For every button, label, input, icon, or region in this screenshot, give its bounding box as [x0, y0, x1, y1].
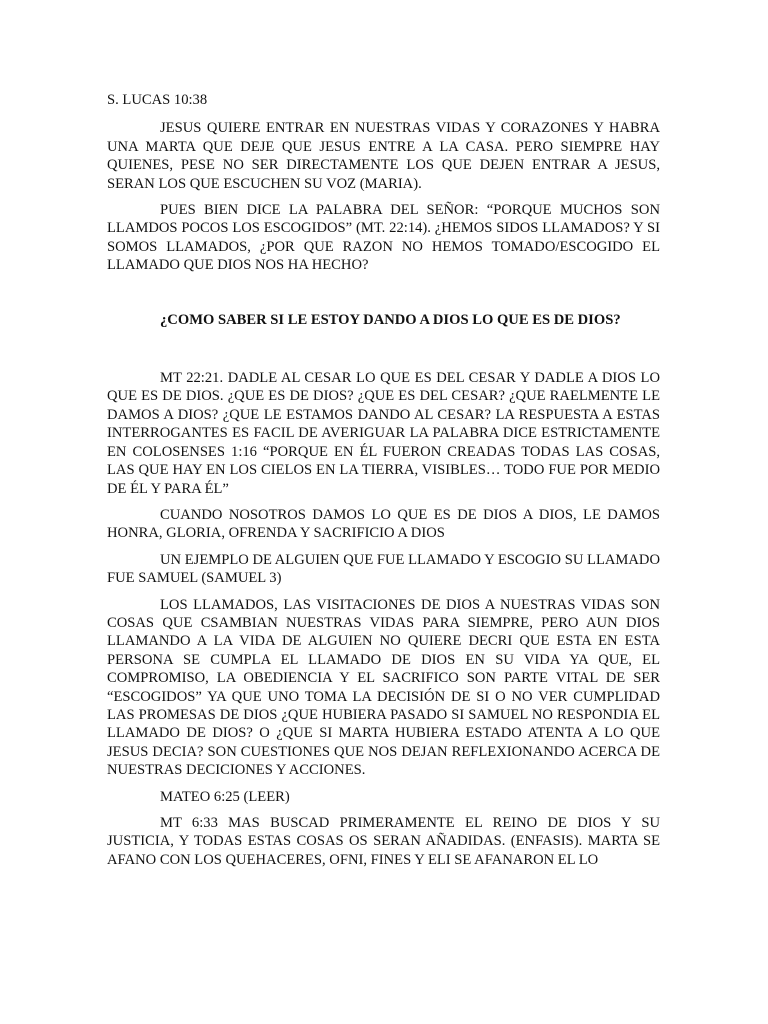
section-heading: ¿COMO SABER SI LE ESTOY DANDO A DIOS LO QUE ES DE DIOS?: [160, 311, 621, 328]
paragraph-body-2: CUANDO NOSOTROS DAMOS LO QUE ES DE DIOS A DIOS, LE DAMOS HONRA, GLORIA, OFRENDA Y SACRIFICIO A DIOS: [107, 506, 660, 542]
paragraph-body-5: MATEO 6:25 (LEER): [160, 788, 290, 805]
paragraph-body-1: MT 22:21. DADLE AL CESAR LO QUE ES DEL CESAR Y DADLE A DIOS LO QUE ES DE DIOS. ¿QUE ES DE DIOS? ¿QUE ES DEL CESAR? ¿QUE RAELMENTE LE DAMOS A DIOS? ¿QUE LE ESTAMOS DANDO AL CESAR? LA RESPUESTA A ESTAS INTERROGANTES ES FACIL DE AVERIGUAR LA PALABRA DICE ESTRICTAMENTE EN COLOSENSES 1:16 “PORQUE EN ÉL FUERON CREADAS TODAS LAS COSAS, LAS QUE HAY EN LOS CIELOS EN LA TIERRA, VISIBLES… TODO FUE POR MEDIO DE ÉL Y PARA ÉL”: [107, 370, 660, 497]
paragraph-body-4: LOS LLAMADOS, LAS VISITACIONES DE DIOS A NUESTRAS VIDAS SON COSAS QUE CSAMBIAN NUESTRAS VIDAS PARA SIEMPRE, PERO AUN DIOS LLAMANDO A LA VIDA DE ALGUIEN NO QUIERE DECRI QUE ESTA EN ESTA PERSONA SE CUMPLA EL LLAMADO DE DIOS EN SU VIDA YA QUE, EL COMPROMISO, LA OBEDIENCIA Y EL SACRIFICO SON PARTE VITAL DE SER “ESCOGIDOS” YA QUE UNO TOMA LA DECISIÓN DE SI O NO VER CUMPLIDAD LAS PROMESAS DE DIOS ¿QUE HUBIERA PASADO SI SAMUEL NO RESPONDIA EL LLAMADO DE DIOS? O ¿QUE SI MARTA HUBIERA ESTADO ATENTA A LO QUE JESUS DECIA? SON CUESTIONES QUE NOS DEJAN REFLEXIONANDO ACERCA DE NUESTRAS DECICIONES Y ACCIONES.: [107, 596, 660, 779]
heading-spacer: [107, 329, 660, 369]
scripture-reference: S. LUCAS 10:38: [107, 92, 208, 108]
paragraph-body-6: MT 6:33 MAS BUSCAD PRIMERAMENTE EL REINO DE DIOS Y SU JUSTICIA, Y TODAS ESTAS COSAS OS SERAN AÑADIDAS. (ENFASIS). MARTA SE AFANO CON LOS QUEHACERES, OFNI, FINES Y ELI SE AFANARON EL LO: [107, 815, 660, 868]
document-page: [107, 91, 660, 877]
paragraph-body-3: UN EJEMPLO DE ALGUIEN QUE FUE LLAMADO Y ESCOGIO SU LLAMADO FUE SAMUEL (SAMUEL 3): [107, 551, 660, 587]
paragraph-intro-2: PUES BIEN DICE LA PALABRA DEL SEÑOR: “PORQUE MUCHOS SON LLAMDOS POCOS LOS ESCOGIDOS” (MT. 22:14). ¿HEMOS SIDOS LLAMADOS? Y SI SOMOS LLAMADOS, ¿POR QUE RAZON NO HEMOS TOMADO/ESCOGIDO EL LLAMADO QUE DIOS NOS HA HECHO?: [107, 202, 660, 274]
paragraph-intro-1: JESUS QUIERE ENTRAR EN NUESTRAS VIDAS Y CORAZONES Y HABRA UNA MARTA QUE DEJE QUE JESUS ENTRE A LA CASA. PERO SIEMPRE HAY QUIENES, PESE NO SER DIRECTAMENTE LOS QUE DEJEN ENTRAR A JESUS, SERAN LOS QUE ESCUCHEN SU VOZ (MARIA).: [107, 120, 660, 192]
